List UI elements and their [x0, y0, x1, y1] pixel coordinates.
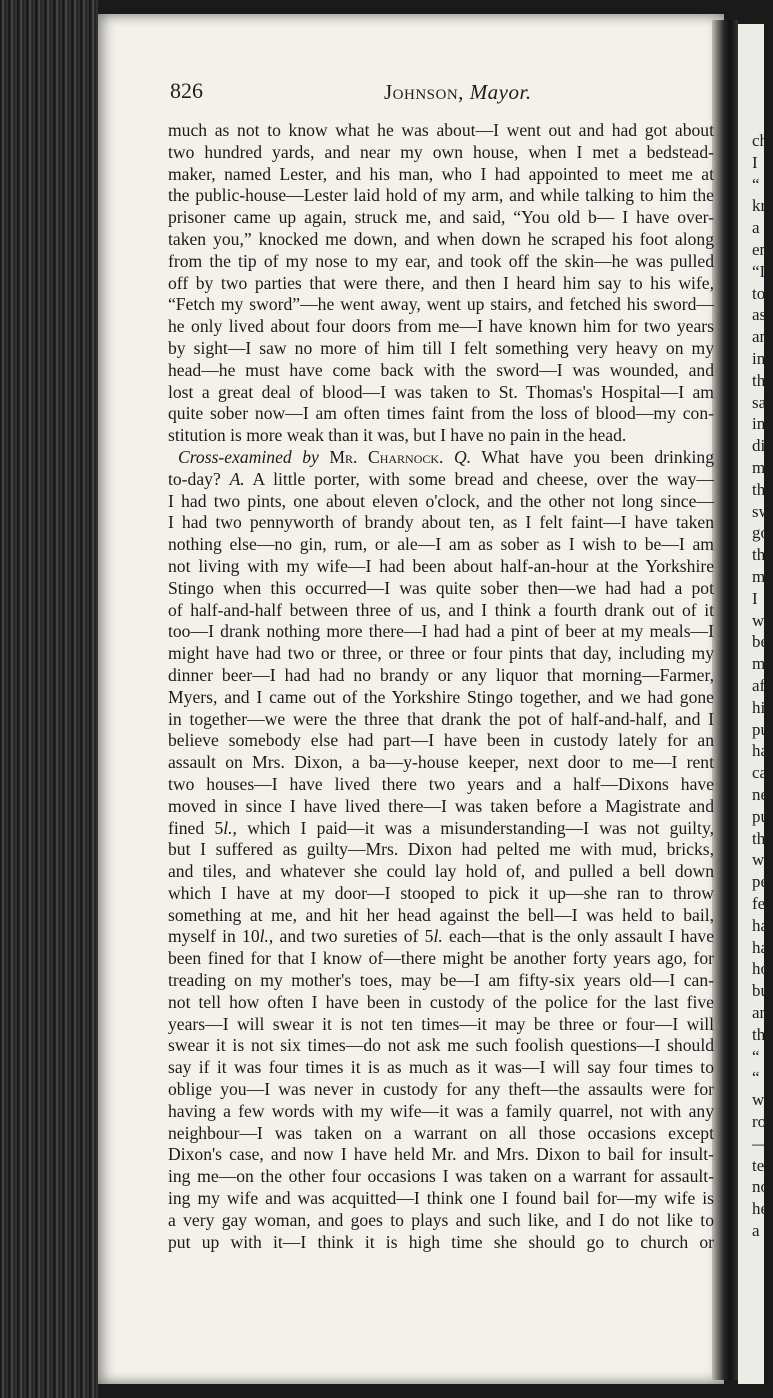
running-head-name: Johnson,: [384, 80, 464, 104]
text-line: I had two pennyworth of brandy about ten, as I felt faint—I have taken: [168, 512, 714, 533]
facing-page-fragment: ha: [752, 741, 769, 761]
text-line: off by two parties that were there, and then I heard him say to his wife,: [168, 272, 714, 293]
facing-page-fragment: in: [752, 349, 766, 368]
text-line: of half-and-half between three of us, and I think a fourth drank out of it: [168, 599, 714, 620]
text-line: say if it was four times it is as much as it was—I will say four times to: [168, 1057, 714, 1078]
facing-page-fragment: a I: [752, 1221, 770, 1240]
text-line: having a few words with my wife—it was a family quarrel, not with any: [168, 1100, 714, 1121]
facing-page-fragment: “: [752, 1068, 760, 1088]
running-head-title: Mayor.: [469, 80, 532, 104]
text-line: assault on Mrs. Dixon, a ba—y-house keeper, next door to me—I rent: [168, 752, 714, 773]
facing-page-fragment: a: [752, 218, 760, 238]
facing-page-fragment: th: [752, 545, 766, 565]
text-line: nothing else—no gin, rum, or ale—I am as sober as I wish to be—I am: [168, 534, 714, 555]
facing-page-fragment: wi: [752, 1090, 769, 1110]
facing-page-fragment: ter: [752, 1155, 770, 1175]
answer-marker: A.: [229, 468, 245, 489]
facing-page-fragment: bu: [752, 981, 769, 1001]
text-span: each—that is the only assault I have: [442, 926, 714, 947]
text-line: too—I drank nothing more there—I had had a pint of beer at my meals—I: [168, 621, 714, 642]
cross-examination-heading-line: [168, 447, 714, 469]
fined-line: [168, 818, 714, 840]
text-line: quite sober now—I am often times faint from the loss of blood—my con-: [168, 403, 714, 424]
text-line: two houses—I have lived there two years and a half—Dixons have: [168, 773, 714, 794]
page-number: 826: [170, 78, 203, 103]
text-line: “Fetch my sword”—he went away, went up stairs, and fetched his sword—: [168, 294, 714, 315]
facing-page-fragment: ro: [752, 1112, 767, 1131]
text-line: swear it is not six times—do not ask me such foolish questions—I should: [168, 1035, 714, 1056]
facing-page-fragment: pu: [752, 719, 769, 739]
counsel-name: Mr. Charnock.: [329, 446, 444, 467]
text-line: and tiles, and whatever she could lay hold of, and pulled a bell down: [168, 861, 714, 882]
facing-page-fragment: m: [752, 654, 766, 674]
text-line: believe somebody else had part—I have been in custody lately for an: [168, 730, 714, 751]
facing-page-fragment: an: [752, 327, 769, 347]
facing-page-fragment: ho: [752, 959, 769, 979]
facing-page-fragment: sa: [752, 392, 767, 412]
page-text: [168, 120, 714, 1253]
facing-page-fragment: to: [752, 283, 766, 303]
text-line: treading on my mother's toes, may be—I am fifty-six years old—I can-: [168, 970, 714, 991]
facing-page-fragment: as: [752, 305, 767, 325]
text-line: not tell how often I have been in custody of the police for the last five: [168, 991, 714, 1012]
facing-page-fragment: in: [752, 414, 766, 434]
question-text-end: to-day?: [168, 468, 221, 489]
currency-unit: l.: [433, 926, 443, 947]
facing-page-fragment: ca: [752, 763, 768, 783]
facing-page-fragment: go: [752, 523, 769, 543]
text-line: not living with my wife—I had been about half-an-hour at the Yorkshire: [168, 555, 714, 576]
facing-page-fragment: fee: [752, 894, 773, 913]
facing-page-fragment: —: [752, 1133, 769, 1153]
facing-page-fragment: no: [752, 1177, 769, 1197]
text-line: maker, named Lester, and his man, who I had appointed to meet me at: [168, 163, 714, 184]
text-line: head—he must have come back with the sword—I was wounded, and: [168, 359, 714, 380]
text-span: myself in 10: [168, 926, 260, 947]
facing-page-fragment: pe: [752, 872, 769, 892]
facing-page-fragment: m: [752, 567, 766, 586]
text-line: but I suffered as guilty—Mrs. Dixon had pelted me with mud, bricks,: [168, 839, 714, 860]
text-line: much as not to know what he was about—I went out and had got about: [168, 120, 714, 140]
facing-page-fragment: wi: [752, 610, 769, 630]
text-line: stitution is more weak than it was, but I have no pain in the head.: [168, 425, 627, 446]
facing-page-fragment: be: [752, 632, 769, 652]
text-line: in together—we were the three that drank the pot of half-and-half, and I: [168, 708, 714, 729]
facing-page-fragment: kr: [752, 196, 767, 216]
text-line: oblige you—I was never in custody for any theft—the assaults were for: [168, 1079, 714, 1100]
facing-page-fragment: ne: [752, 785, 769, 804]
text-line: from the tip of my nose to my ear, and took off the skin—he was pulled: [168, 250, 714, 271]
text-line: he only lived about four doors from me—I have known him for two years: [168, 316, 714, 337]
text-line: prisoner came up again, struck me, and said, “You old b— I have over-: [168, 207, 714, 228]
facing-page-fragment: m: [752, 458, 766, 477]
text-span: , and two sureties of 5: [268, 926, 434, 947]
text-line: moved in since I have lived there—I was taken before a Magistrate and: [168, 795, 714, 816]
text-line: a very gay woman, and goes to plays and such like, and I do not like to: [168, 1209, 714, 1230]
testimony-paragraph: [168, 120, 714, 447]
facing-page-fragment: ch: [752, 131, 769, 150]
text-span: fined 5: [168, 817, 224, 838]
text-line: put up with it—I think it is high time she should go to church or: [168, 1231, 714, 1252]
currency-unit: l.: [259, 926, 269, 947]
text-line: two hundred yards, and near my own house, when I met a bedstead-: [168, 141, 714, 162]
facing-page-fragment: sw: [752, 501, 771, 521]
page-gutter: [712, 20, 738, 1380]
text-line: been fined for that I know of—there might be another forty years ago, for: [168, 948, 714, 969]
facing-page-fragment: aft: [752, 676, 770, 695]
facing-page-fragment: hi: [752, 697, 766, 717]
question-text: What have you been drinking: [471, 446, 715, 467]
text-line: might have had two or three, or three or four pints that day, including my: [168, 643, 714, 664]
book-spine-edge: [0, 0, 100, 1398]
facing-page-fragment: I: [752, 588, 758, 608]
text-line: neighbour—I was taken on a warrant on all those occasions except: [168, 1122, 714, 1143]
cross-examined-label: Cross-examined by: [178, 446, 319, 467]
text-line: something at me, and hit her head against the bell—I was held to bail,: [168, 904, 714, 925]
facing-page-fragment: ha: [752, 937, 769, 957]
text-line: the public-house—Lester laid hold of my arm, and while talking to him the: [168, 185, 714, 206]
facing-page-fragment: di: [752, 436, 766, 456]
text-line: which I have at my door—I stooped to pick it up—she ran to throw: [168, 882, 714, 903]
text-line: ing me—on the other four occasions I was taken on a warrant for assault-: [168, 1166, 714, 1187]
facing-page-fragment: ha: [752, 915, 769, 935]
bail-line: [168, 926, 714, 948]
facing-page-fragment: th: [752, 1024, 766, 1044]
facing-page-fragment: I: [752, 152, 758, 172]
cross-examination-text-continued: [168, 839, 714, 926]
facing-page-fragment: pu: [752, 806, 769, 826]
facing-page-edge: [738, 24, 773, 1384]
running-head: [384, 80, 532, 105]
answer-line: [168, 469, 714, 491]
facing-page-fragment: th: [752, 370, 766, 390]
text-line: years—I will swear it is not ten times—it may be three or four—I will: [168, 1013, 714, 1034]
cross-examination-text: [168, 491, 714, 818]
facing-page-fragment: en: [752, 240, 769, 259]
cross-examination-text-end: [168, 948, 714, 1253]
answer-text: A little porter, with some bread and cheese, over the way—: [244, 468, 714, 489]
currency-unit: l.: [223, 817, 233, 838]
facing-page-fragment: “: [752, 1046, 760, 1066]
facing-page-fragment: th: [752, 828, 766, 848]
facing-page-fragment: he: [752, 1199, 769, 1219]
facing-page-fragment: we: [752, 850, 772, 870]
text-line: by sight—I saw no more of him till I felt something very heavy on my: [168, 337, 714, 358]
text-line: dinner beer—I had had no brandy or any liquor that morning—Farmer,: [168, 664, 714, 685]
text-line: I had two pints, one about eleven o'clock, and the other not long since—: [168, 490, 714, 511]
facing-page-fragment: an: [752, 1003, 769, 1022]
text-line: lost a great deal of blood—I was taken to St. Thomas's Hospital—I am: [168, 381, 714, 402]
text-line: taken you,” knocked me down, and when down he scraped his foot along: [168, 228, 714, 249]
facing-page-fragment: “I: [752, 261, 766, 281]
text-span: , which I paid—it was a misunderstanding—I was not guilty,: [232, 817, 714, 838]
text-line: Dixon's case, and now I have held Mr. and Mrs. Dixon to bail for insult-: [168, 1144, 714, 1165]
question-marker: Q.: [454, 446, 472, 467]
text-line: Myers, and I came out of the Yorkshire Stingo together, and we had gone: [168, 686, 714, 707]
text-line: ing my wife and was acquitted—I think one I found bail for—my wife is: [168, 1188, 714, 1209]
facing-page-fragment: th: [752, 479, 766, 499]
text-line: Stingo when this occurred—I was quite sober then—we had had a pot: [168, 577, 714, 598]
facing-page-fragment: “: [752, 174, 760, 194]
